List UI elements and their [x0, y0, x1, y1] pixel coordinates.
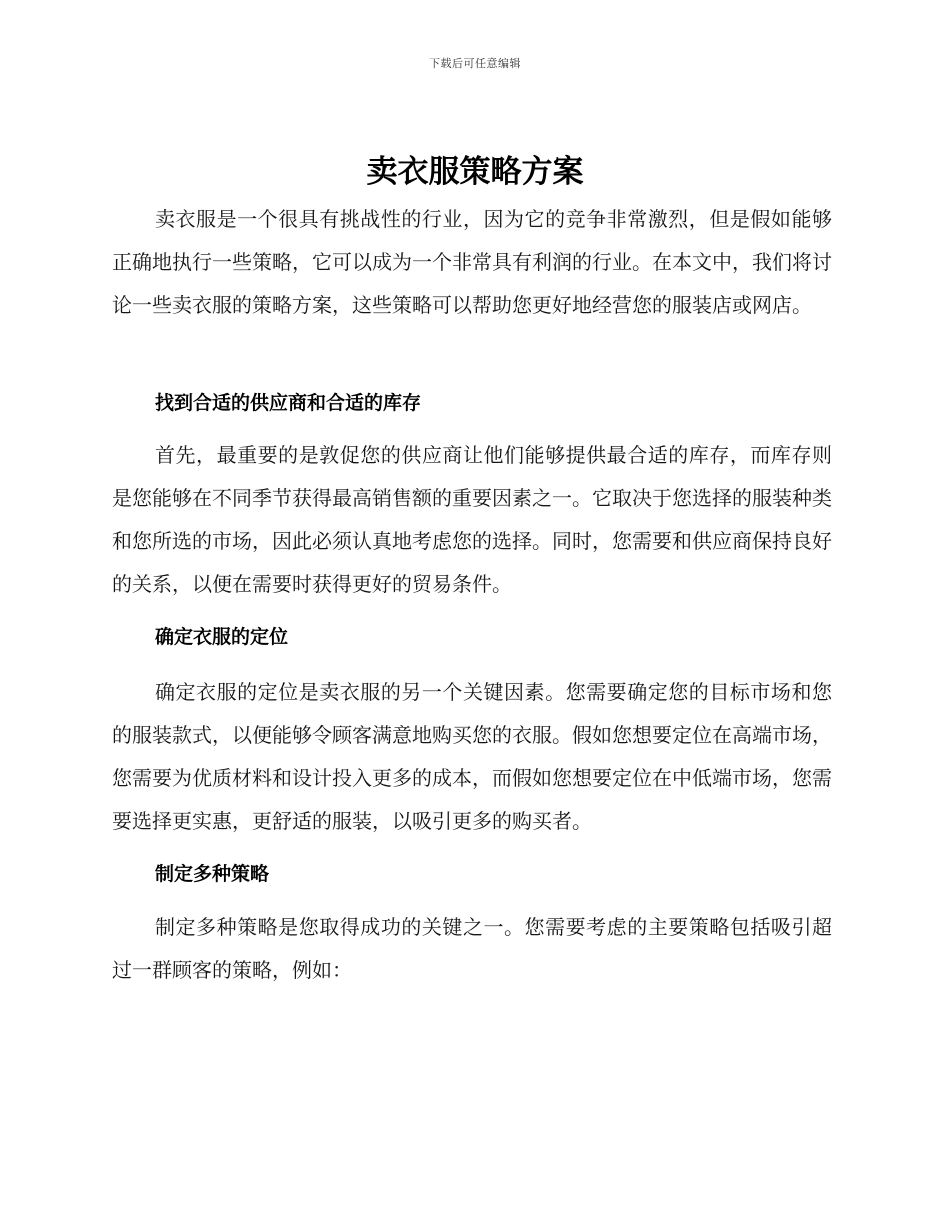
section-paragraph-positioning: 确定衣服的定位是卖衣服的另一个关键因素。您需要确定您的目标市场和您的服装款式，以便能够令顾客满意地购买您的衣服。假如您想要定位在高端市场，您需要为优质材料和设计投入更多的成本，而假如您想要定位在中低端市场，您需要选择更实惠，更舒适的服装，以吸引更多的购买者。: [112, 680, 832, 833]
header-note: 下载后可任意编辑: [429, 57, 521, 70]
document-title: 卖衣服策略方案: [366, 154, 584, 190]
intro-paragraph: 卖衣服是一个很具有挑战性的行业，因为它的竞争非常激烈，但是假如能够正确地执行一些策略，它可以成为一个非常具有利润的行业。在本文中，我们将讨论一些卖衣服的策略方案，这些策略可以帮助您更好地经营您的服装店或网店。: [112, 207, 832, 317]
section-paragraph-suppliers: 首先，最重要的是敦促您的供应商让他们能够提供最合适的库存，而库存则是您能够在不同季节获得最高销售额的重要因素之一。它取决于您选择的服装种类和您所选的市场，因此必须认真地考虑您的选择。同时，您需要和供应商保持良好的关系，以便在需要时获得更好的贸易条件。: [112, 443, 832, 596]
section-heading-suppliers: 找到合适的供应商和合适的库存: [155, 392, 422, 414]
section-heading-positioning: 确定衣服的定位: [155, 626, 289, 648]
section-heading-strategies: 制定多种策略: [155, 863, 270, 885]
section-paragraph-strategies: 制定多种策略是您取得成功的关键之一。您需要考虑的主要策略包括吸引超过一群顾客的策略，例如：: [112, 915, 832, 982]
